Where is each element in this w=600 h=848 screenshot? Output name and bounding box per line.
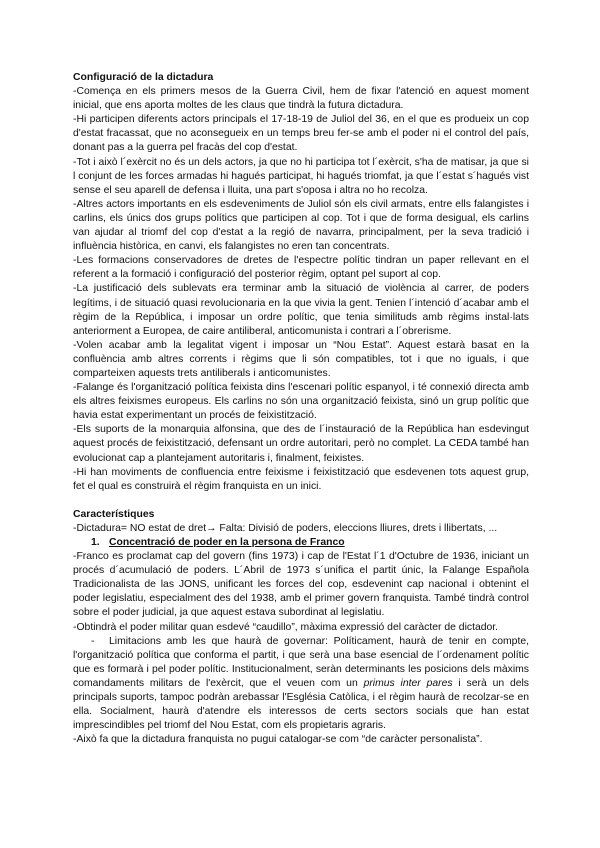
numbered-heading [91, 536, 529, 550]
paragraph: -Obtindrà el poder militar quan esdevé “caudillo”, màxima expressió del caràcter de dictador. [73, 621, 499, 633]
paragraph: -Les formacions conservadores de dretes de l'espectre polític tindran un paper rellevant en el referent a la formació i configuració del posterior règim, optant pel suport al cop. [73, 255, 529, 281]
paragraph: -Falange és l'organització política feixista dins l'escenari polític espanyol, i té connexió directa amb els altres feixismes europeus. Els carlins no són una organització feixista, sinó un grup polític que havia estat experimentant un procés de feixistització. [73, 382, 529, 422]
paragraph: -Franco es proclamat cap del govern (fins 1973) i cap de l'Estat l´1 d'Octubre de 1936, iniciant un procés d´acumulació de poders. L´Abril de 1973 s´unifica el partit únic, la Falange Española Tradicionalista de las JONS, unificant les forces del cop, esdevenint cap nacional i obtenint el poder legislatiu, especialment des del 1938, amb el primer govern franquista. També tindrà control sobre el poder judicial, ja que aquest estava subordinat al legislatiu. [73, 551, 529, 619]
section-spacer [73, 494, 529, 508]
latin-phrase: primus inter pares [363, 677, 453, 689]
bullet-text-start: Limitacions amb les que haurà de governar: Políticament, haurà de tenir en compte, l'organització política que conforma el partit, i que serà una base esencial de l´ordenament polític que es formarà i pel poder polític. Institucionalment, seràn determinants les posicions dels màxims comandaments militars de l'exèrcit, que el veuen com un [73, 635, 529, 689]
bullet-item [73, 635, 529, 734]
document-body [73, 71, 529, 747]
list-number: 1. [91, 537, 100, 548]
paragraph: -Tot i això l´exèrcit no és un dels actors, ja que no hi participa tot l´exèrcit, s'ha de matisar, ja que si l conjunt de les forces armadas hi hagués participat, hi hagués triomfat, ja que l´estat s´hagués vist sense el seu aparell de defensa i lluita, una part s'oposa i altra no ho recolza. [73, 156, 529, 196]
bullet-text-end: i serà un dels principals suports, tampoc podràn arebassar l'Església Catòlica, i el règim haurà de recolzar-se en ella. Socialment, haurà d'atendre els interessos de certs sectors socials que han estat imprescindibles pel triomf del Nou Estat, com els propietaris agraris. [73, 677, 530, 732]
paragraph: -Comença en els primers mesos de la Guerra Civil, hem de fixar l'atenció en aquest moment inicial, que ens aporta moltes de les claus que tindrà la futura dictadura. [73, 86, 529, 112]
bullet-dash: - [91, 635, 95, 647]
paragraph: -Això fa que la dictadura franquista no pugui catalogar-se com “de caràcter personalista”. [73, 734, 483, 746]
paragraph: -Altres actors importants en els esdeveniments de Juliol són els civil armats, entre ells falangistes i carlins, els únics dos grups polítics que participen al cop. Tot i que de forma desigual, els carlins van ajudar al triomf del cop d'estat a la regió de navarra, principalment, per la seva tradició i influència històrica, en canvi, els falangistes no eren tan concentrats. [73, 198, 529, 253]
section-heading-caracteristiques: Característiques [73, 508, 155, 520]
paragraph: -La justificació dels sublevats era terminar amb la situació de violència al carrer, de poders legítims, i de situació quasi revolucionaria en la que vivia la gent. Tenien l´intenció d´acabar amb el règim de la República, i imposar un ordre polític, que tenia similituds amb règims instal·lats anteriorment a Europea, de caire antiliberal, anticomunista i contrari a l´obrerisme. [73, 283, 529, 337]
paragraph: -Els suports de la monarquia alfonsina, que des de l´instauració de la República han esdevingut aquest procés de feixistització, defensant un ordre autoritari, però no complet. La CEDA també han evolucionat cap a plantejament autoritaris i, finalment, feixistes. [73, 424, 529, 464]
definition-line: -Dictadura= NO estat de dret→ Falta: Divisió de poders, eleccions lliures, drets i llibertats, ... [73, 522, 498, 534]
paragraph: -Hi participen diferents actors principals el 17-18-19 de Juliol del 36, en el que es produeix un cop d'estat fracassat, que no aconsegueix en un temps breu fer-se amb el poder ni el control del país, donant pas a la guerra pel fracàs del cop d'estat. [73, 114, 529, 154]
paragraph: -Hi han moviments de confluencia entre feixisme i feixistització que esdevenen tots aquest grup, fet el qual es construirà el règim franquista en un inici. [73, 466, 529, 492]
section-heading-configuracio: Configuració de la dictadura [73, 72, 214, 83]
numbered-heading-title: Concentració de poder en la persona de Franco [109, 537, 345, 548]
paragraph: -Volen acabar amb la legalitat vigent i imposar un “Nou Estat”. Aquest estarà basat en la confluència amb altres corrents i règims que li són compatibles, tot i que no iguals, i que comparteixen aquests trets antiliberals i anticomunistes. [73, 339, 529, 379]
